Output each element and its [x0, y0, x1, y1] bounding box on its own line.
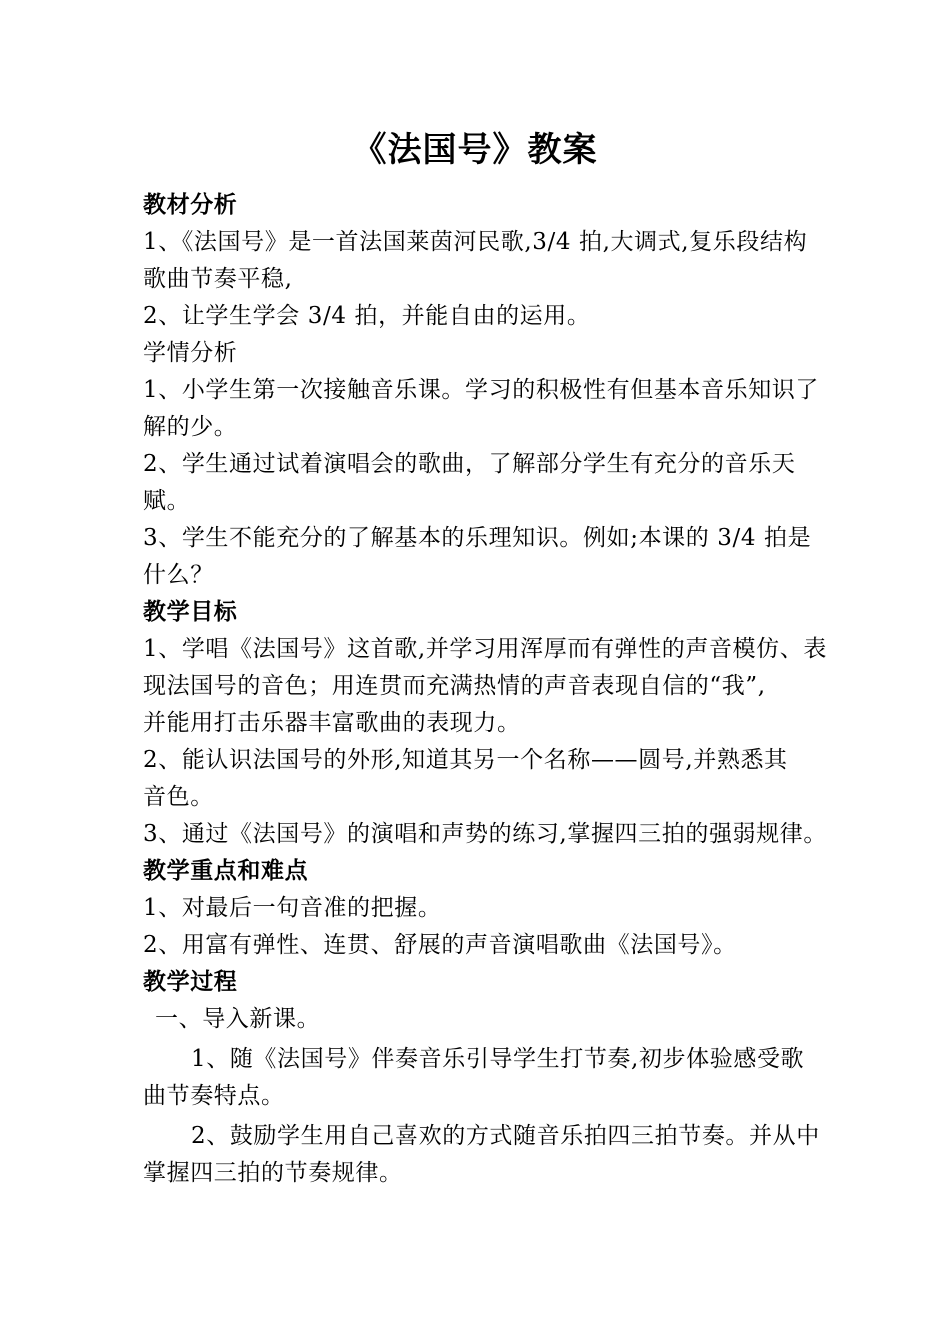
section-heading-textbook-analysis: 教材分析: [143, 192, 238, 218]
paragraph-line: 2、让学生学会 3/4 拍，并能自由的运用。: [143, 303, 591, 329]
paragraph-line: 1、随《法国号》伴奏音乐引导学生打节奏,初步体验感受歌: [191, 1046, 805, 1072]
document-title: 《法国号》教案: [352, 130, 598, 170]
paragraph-line: 曲节奏特点。: [143, 1083, 285, 1109]
paragraph-line: 1、对最后一句音准的把握。: [143, 895, 442, 921]
paragraph-line: 什么？: [143, 562, 214, 588]
paragraph-line: 2、学生通过试着演唱会的歌曲，了解部分学生有充分的音乐天: [143, 451, 796, 477]
section-heading-teaching-process: 教学过程: [143, 969, 238, 995]
section-heading-student-analysis: 学情分析: [143, 340, 238, 366]
paragraph-line: 1、《法国号》是一首法国莱茵河民歌,3/4 拍,大调式,复乐段结构: [143, 229, 808, 255]
paragraph-line: 1、学唱《法国号》这首歌,并学习用浑厚而有弹性的声音模仿、表: [143, 636, 827, 662]
paragraph-line: 3、通过《法国号》的演唱和声势的练习,掌握四三拍的强弱规律。: [143, 821, 827, 847]
section-heading-key-points: 教学重点和难点: [143, 858, 309, 884]
paragraph-line: 掌握四三拍的节奏规律。: [143, 1160, 403, 1186]
paragraph-line: 2、用富有弹性、连贯、舒展的声音演唱歌曲《法国号》。: [143, 932, 737, 958]
paragraph-line: 2、能认识法国号的外形,知道其另一个名称——圆号,并熟悉其: [143, 747, 788, 773]
paragraph-line: 解的少。: [143, 414, 238, 440]
document-body: [143, 187, 827, 1192]
process-step-heading: 一、导入新课。: [155, 1006, 321, 1032]
paragraph-line: 现法国号的音色；用连贯而充满热情的声音表现自信的“我”,: [143, 673, 766, 699]
paragraph-line: 2、鼓励学生用自己喜欢的方式随音乐拍四三拍节奏。并从中: [191, 1123, 820, 1149]
paragraph-line: 赋。: [143, 488, 191, 514]
paragraph-line: 歌曲节奏平稳,: [143, 266, 293, 292]
paragraph-line: 音色。: [143, 784, 214, 810]
paragraph-line: 1、小学生第一次接触音乐课。学习的积极性有但基本音乐知识了: [143, 377, 820, 403]
paragraph-line: 并能用打击乐器丰富歌曲的表现力。: [143, 710, 521, 736]
paragraph-line: 3、学生不能充分的了解基本的乐理知识。例如;本课的 3/4 拍是: [143, 525, 812, 551]
section-heading-teaching-goals: 教学目标: [143, 599, 238, 625]
